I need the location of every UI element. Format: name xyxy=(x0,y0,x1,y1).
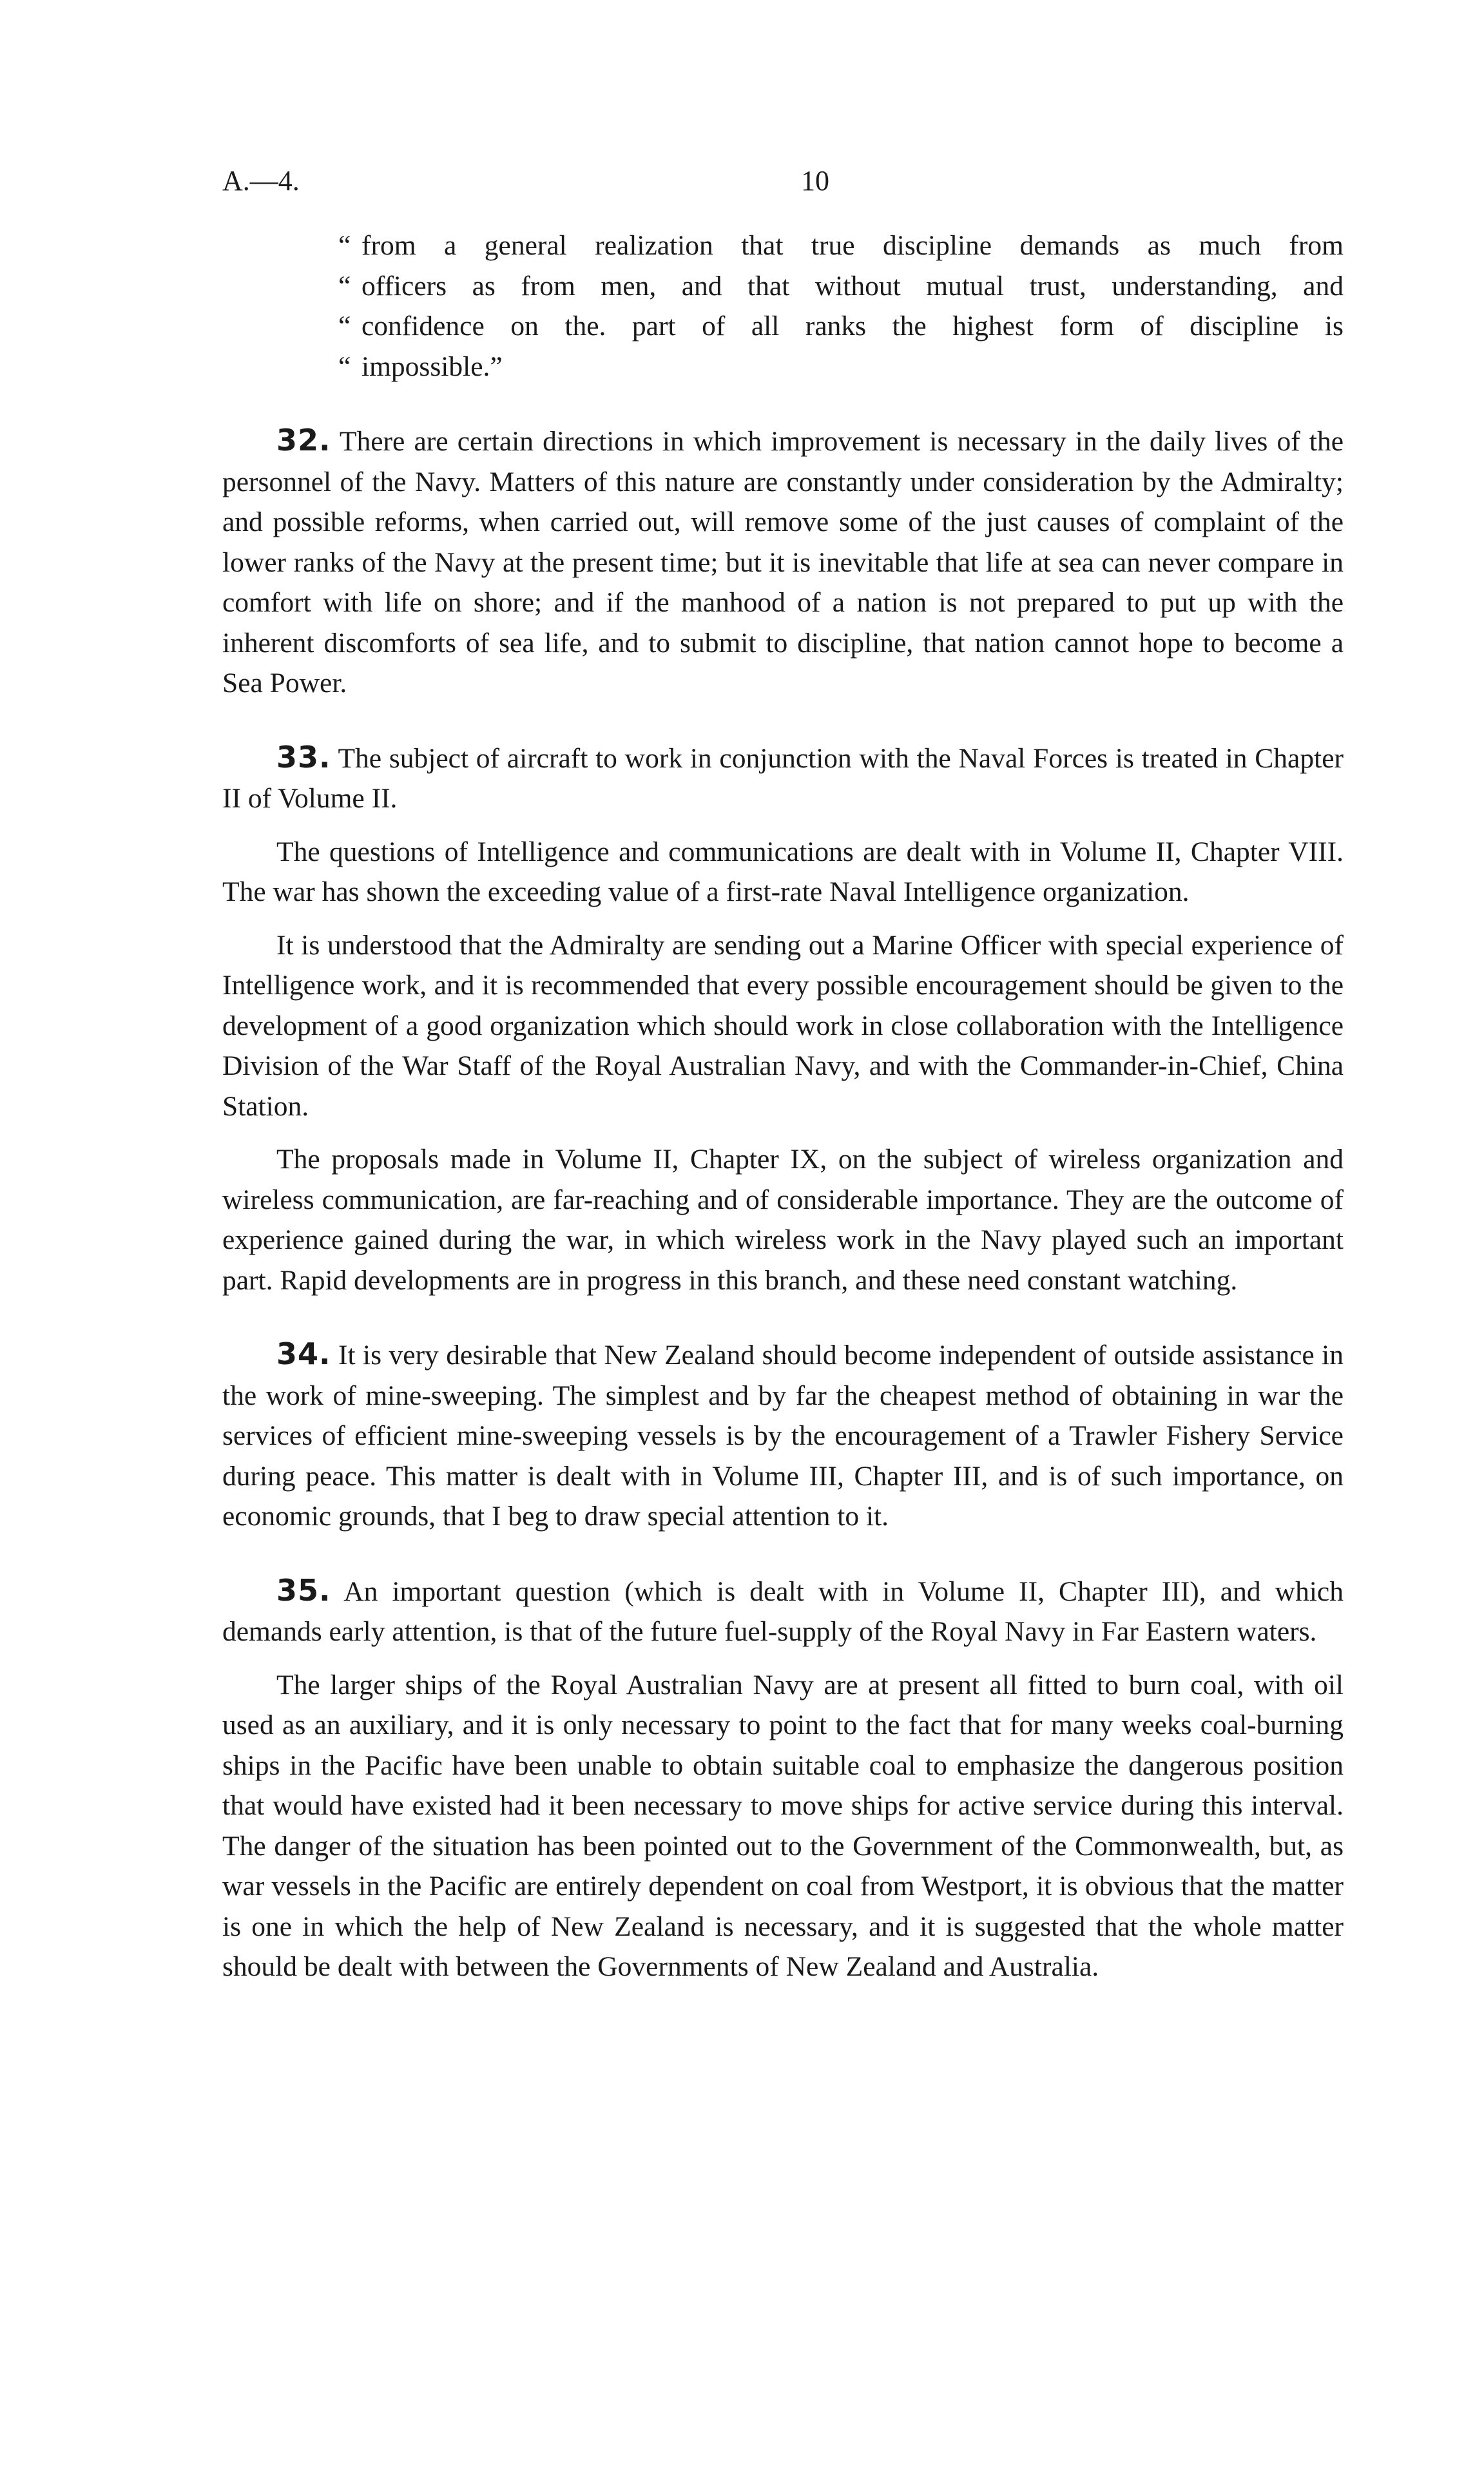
page-body xyxy=(222,226,1344,1987)
section-33-paragraph: It is understood that the Admiralty are sending out a Marine Officer with special experience of Intelligence work, and it is recommended that every possible encouragement should be given to the development of a good organization which should work in close collaboration with the Intelligence Division of the War Staff of the Royal Australian Navy, and with the Commander-in-Chief, China Station. xyxy=(222,929,1344,1122)
quote-line: “ from a general realization that true discipline demands as much from xyxy=(338,230,1344,261)
quote-line: “ impossible.” xyxy=(338,351,503,382)
page-number: 10 xyxy=(801,165,829,197)
section-number: 34. xyxy=(276,1336,331,1371)
quote-line: “ officers as from men, and that without mutual trust, understanding, and xyxy=(338,270,1344,302)
section-33-paragraph: The questions of Intelligence and communications are dealt with in Volume II, Chapter VIII. The war has shown the exceeding value of a first-rate Naval Intelligence organization. xyxy=(222,836,1344,907)
section-number: 32. xyxy=(276,423,331,458)
quotation-block xyxy=(338,226,1344,387)
section-number: 33. xyxy=(276,739,331,775)
section-33-paragraph: 33. The subject of aircraft to work in conjunction with the Naval Forces is treated in Chapter II of Volume II. xyxy=(222,739,1344,814)
section-33-paragraph: The proposals made in Volume II, Chapter IX, on the subject of wireless organization and wireless communication, are far-reaching and of considerable importance. They are the outcome of experience gained during the war, in which wireless work in the Navy played such an important part. Rapid developments are in progress in this branch, and these need constant watching. xyxy=(222,1144,1344,1296)
section-35-paragraph: 35. An important question (which is dealt with in Volume II, Chapter III), and which demands early attention, is that of the future fuel-supply of the Royal Navy in Far Eastern waters. xyxy=(222,1572,1344,1647)
section-34-paragraph: 34. It is very desirable that New Zealand should become independent of outside assistance in the work of mine-sweeping. The simplest and by far the cheapest method of obtaining in war the services of efficient mine-sweeping vessels is by the encouragement of a Trawler Fishery Service during peace. This matter is dealt with in Volume III, Chapter III, and is of such importance, on economic grounds, that I beg to draw special attention to it. xyxy=(222,1336,1344,1532)
section-number: 35. xyxy=(276,1572,331,1608)
section-32-paragraph: 32. There are certain directions in which improvement is necessary in the daily lives of the personnel of the Navy. Matters of this nature are constantly under consideration by the Admiralty; and possible reforms, when carried out, will remove some of the just causes of complaint of the lower ranks of the Navy at the present time; but it is inevitable that life at sea can never compare in comfort with life on shore; and if the manhood of a nation is not prepared to put up with the inherent discomforts of sea life, and to submit to discipline, that nation cannot hope to become a Sea Power. xyxy=(222,423,1344,698)
page-header xyxy=(222,164,1344,203)
document-reference: A.—4. xyxy=(222,165,300,197)
section-35-paragraph: The larger ships of the Royal Australian Navy are at present all fitted to burn coal, with oil used as an auxiliary, and it is only necessary to point to the fact that for many weeks coal-burning ships in the Pacific have been unable to obtain suitable coal to emphasize the dangerous position that would have existed had it been necessary to move ships for active service during this interval. The danger of the situation has been pointed out to the Government of the Commonwealth, but, as war vessels in the Pacific are entirely dependent on coal from Westport, it is obvious that the matter is one in which the help of New Zealand is necessary, and it is suggested that the whole matter should be dealt with between the Governments of New Zealand and Australia. xyxy=(222,1669,1344,1982)
quote-line: “ confidence on the. part of all ranks the highest form of discipline is xyxy=(338,311,1344,342)
